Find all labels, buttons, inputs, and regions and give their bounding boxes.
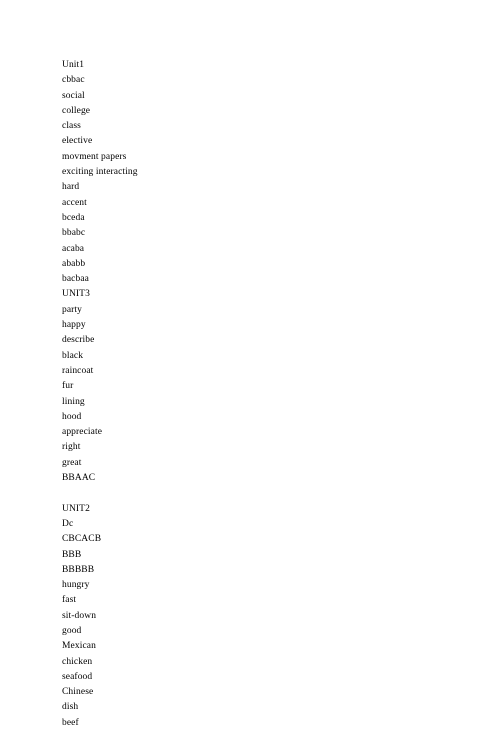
text-line: exciting interacting — [62, 167, 138, 178]
text-line: class — [62, 121, 81, 132]
text-line: describe — [62, 335, 95, 346]
text-line: bcedа — [62, 212, 85, 223]
text-line: social — [62, 90, 85, 101]
text-line: hard — [62, 182, 80, 193]
text-line: Chinese — [62, 687, 94, 698]
text-line: cbbac — [62, 75, 85, 86]
text-line: seafood — [62, 671, 93, 682]
section-heading: UNIT3 — [62, 289, 90, 300]
text-line: sit-down — [62, 610, 97, 621]
blank-line — [62, 486, 442, 501]
text-line: Dc — [62, 518, 74, 529]
text-line: Unit1 — [62, 60, 85, 70]
text-line: hood — [62, 411, 82, 422]
text-line: chicken — [62, 656, 93, 667]
text-line: fur — [62, 381, 74, 392]
text-line: acaba — [62, 243, 85, 254]
text-line: appreciate — [62, 427, 103, 438]
text-line: happy — [62, 320, 86, 331]
text-line: Mexican — [62, 641, 96, 652]
text-line: bacbaa — [62, 274, 89, 285]
text-line: ababb — [62, 258, 86, 269]
text-line: dish — [62, 702, 79, 713]
section-heading: UNIT2 — [62, 503, 90, 514]
answer-key-text — [62, 58, 442, 731]
text-line: CBCACB — [62, 534, 102, 545]
text-line: movment papers — [62, 151, 127, 162]
text-line: BBBBB — [62, 564, 95, 575]
text-line: beef — [62, 717, 79, 728]
text-line: good — [62, 625, 82, 636]
text-line: college — [62, 105, 91, 116]
text-line: lining — [62, 396, 85, 407]
text-line: bbabc — [62, 228, 86, 239]
text-line: BBB — [62, 549, 82, 560]
text-line: hungry — [62, 580, 90, 591]
text-line: accent — [62, 197, 87, 208]
text-line: elective — [62, 136, 93, 147]
text-line: right — [62, 442, 81, 453]
text-line: great — [62, 457, 82, 468]
text-line: black — [62, 350, 84, 361]
text-line: BBAAC — [62, 473, 96, 484]
text-line: raincoat — [62, 365, 94, 376]
text-line: fast — [62, 595, 77, 606]
text-line: party — [62, 304, 83, 315]
